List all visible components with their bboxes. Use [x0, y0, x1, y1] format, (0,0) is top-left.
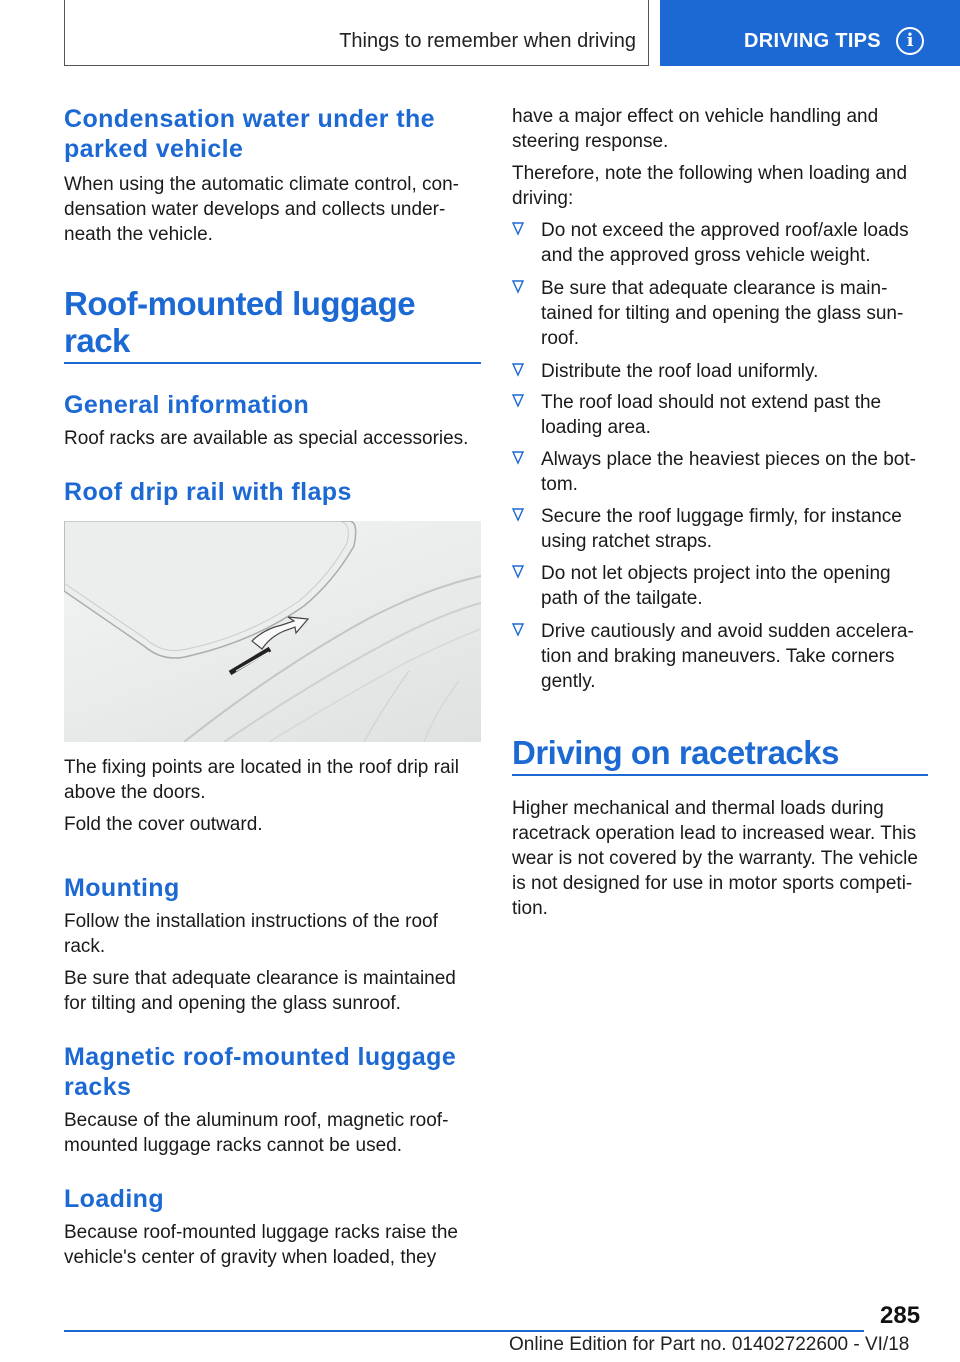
heading-loading: Loading [64, 1185, 165, 1213]
heading-drip-rail: Roof drip rail with flaps [64, 478, 352, 506]
chapter-title: Things to remember when driving [339, 30, 636, 52]
heading-roof-rack: Roof-mounted luggage rack [64, 285, 416, 359]
paragraph-general-information: Roof racks are available as special accessories. [64, 428, 469, 449]
paragraph-condensation: When using the automatic climate control, con‐ densation water develops and collects under‐ neath the vehicle. [64, 174, 459, 245]
bullet-triangle-icon [512, 623, 524, 637]
heading-rule [512, 774, 928, 776]
heading-condensation: Condensation water under the parked vehicle [64, 105, 435, 163]
heading-magnetic: Magnetic roof-mounted luggage racks [64, 1043, 457, 1101]
paragraph-fold-cover: Fold the cover outward. [64, 814, 263, 835]
bullet-triangle-icon [512, 508, 524, 522]
bullet-triangle-icon [512, 565, 524, 579]
heading-mounting: Mounting [64, 874, 180, 902]
section-title: DRIVING TIPS [744, 30, 881, 52]
footer-rule [64, 1330, 864, 1332]
roof-illustration [64, 521, 481, 742]
bullet-triangle-icon [512, 363, 524, 377]
heading-racetracks: Driving on racetracks [512, 734, 839, 771]
section-tab[interactable] [660, 0, 960, 66]
heading-rule [64, 362, 481, 364]
heading-general-information: General information [64, 391, 310, 419]
paragraph-loading-continued: have a major effect on vehicle handling and steering response. [512, 106, 879, 152]
paragraph-racetracks: Higher mechanical and thermal loads during racetrack operation lead to increased wear. This wear is not covered by the warranty. The vehicle is not designed for use in motor sports competi‐ tion. [512, 798, 918, 919]
bullet-triangle-icon [512, 280, 524, 294]
paragraph-loading: Because roof-mounted luggage racks raise the vehicle's center of gravity when loaded, they [64, 1222, 458, 1268]
header-chapter-box [64, 0, 649, 66]
paragraph-mounting-1: Follow the installation instructions of the roof rack. [64, 911, 438, 957]
paragraph-magnetic: Because of the aluminum roof, magnetic roof‐ mounted luggage racks cannot be used. [64, 1110, 449, 1156]
bullet-triangle-icon [512, 222, 524, 236]
caption-drip-rail: The fixing points are located in the roof drip rail above the doors. [64, 757, 459, 803]
footer-edition: Online Edition for Part no. 01402722600 - VI/18 [509, 1334, 910, 1355]
info-icon[interactable]: i [896, 27, 924, 55]
paragraph-note: Therefore, note the following when loading and driving: [512, 163, 908, 209]
bullet-triangle-icon [512, 451, 524, 465]
roof-drip-rail-photo [64, 521, 481, 742]
paragraph-mounting-2: Be sure that adequate clearance is maintained for tilting and opening the glass sunroof. [64, 968, 456, 1014]
bullet-triangle-icon [512, 394, 524, 408]
page-number: 285 [880, 1302, 921, 1329]
